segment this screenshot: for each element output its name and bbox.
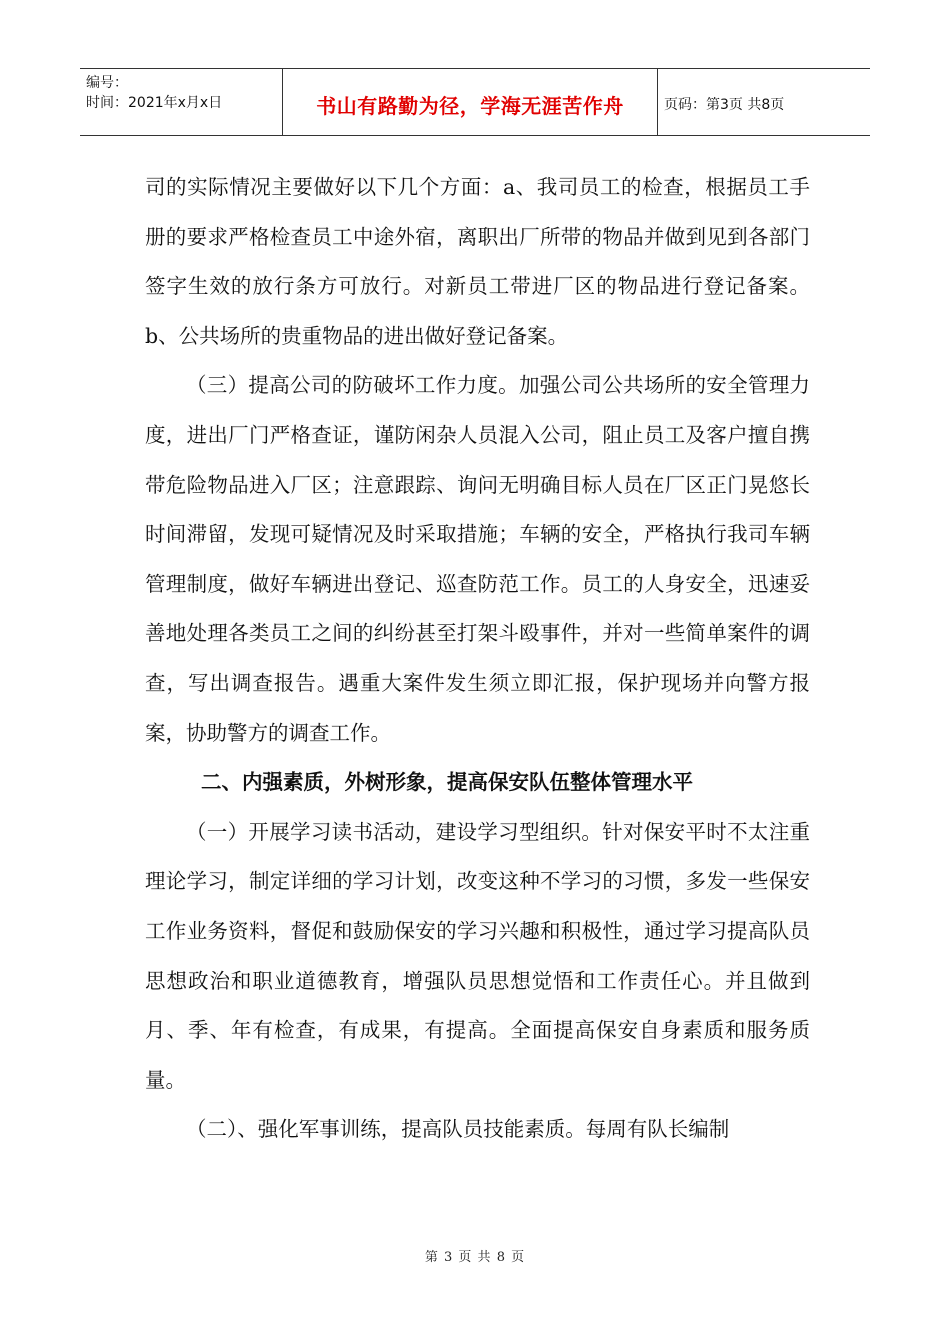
paragraph-continuation: 司的实际情况主要做好以下几个方面：a、我司员工的检查，根据员工手册的要求严格检查员工中途外宿，离职出厂所带的物品并做到见到各部门签字生效的放行条方可放行。对新员工带进厂区的物品进行登记备案。b、公共场所的贵重物品的进出做好登记备案。 [145, 175, 810, 348]
header-motto: 书山有路勤为径，学海无涯苦作舟 [283, 69, 658, 135]
section-heading: 二、内强素质，外树形象，提高保安队伍整体管理水平 [201, 770, 693, 795]
document-body [145, 163, 810, 1155]
paragraph-anti-sabotage: （三）提高公司的防破坏工作力度。加强公司公共场所的安全管理力度，进出厂门严格查证，谨防闲杂人员混入公司，阻止员工及客户擅自携带危险物品进入厂区；注意跟踪、询问无明确目标人员在厂区正门晃悠长时间滞留，发现可疑情况及时采取措施；车辆的安全，严格执行我司车辆管理制度，做好车辆进出登记、巡查防范工作。员工的人身安全，迅速妥善地处理各类员工之间的纠纷甚至打架斗殴事件，并对一些简单案件的调查，写出调查报告。遇重大案件发生须立即汇报，保护现场并向警方报案，协助警方的调查工作。 [145, 373, 810, 745]
paragraph-military-training: （二）、强化军事训练，提高队员技能素质。每周有队长编制 [186, 1117, 730, 1142]
document-number-label: 编号： [86, 75, 128, 91]
document-header [80, 68, 870, 136]
page-footer: 第 3 页 共 8 页 [424, 1250, 526, 1265]
header-meta [80, 69, 283, 135]
paragraph-study-activity: （一）开展学习读书活动，建设学习型组织。针对保安平时不太注重理论学习，制定详细的学习计划，改变这种不学习的习惯，多发一些保安工作业务资料，督促和鼓励保安的学习兴趣和积极性，通过学习提高队员思想政治和职业道德教育，增强队员思想觉悟和工作责任心。并且做到月、季、年有检查，有成果，有提高。全面提高保安自身素质和服务质量。 [145, 819, 810, 1092]
header-page-info: 页码：第3页 共8页 [664, 97, 785, 113]
document-date: 时间：2021年x月x日 [86, 95, 223, 111]
